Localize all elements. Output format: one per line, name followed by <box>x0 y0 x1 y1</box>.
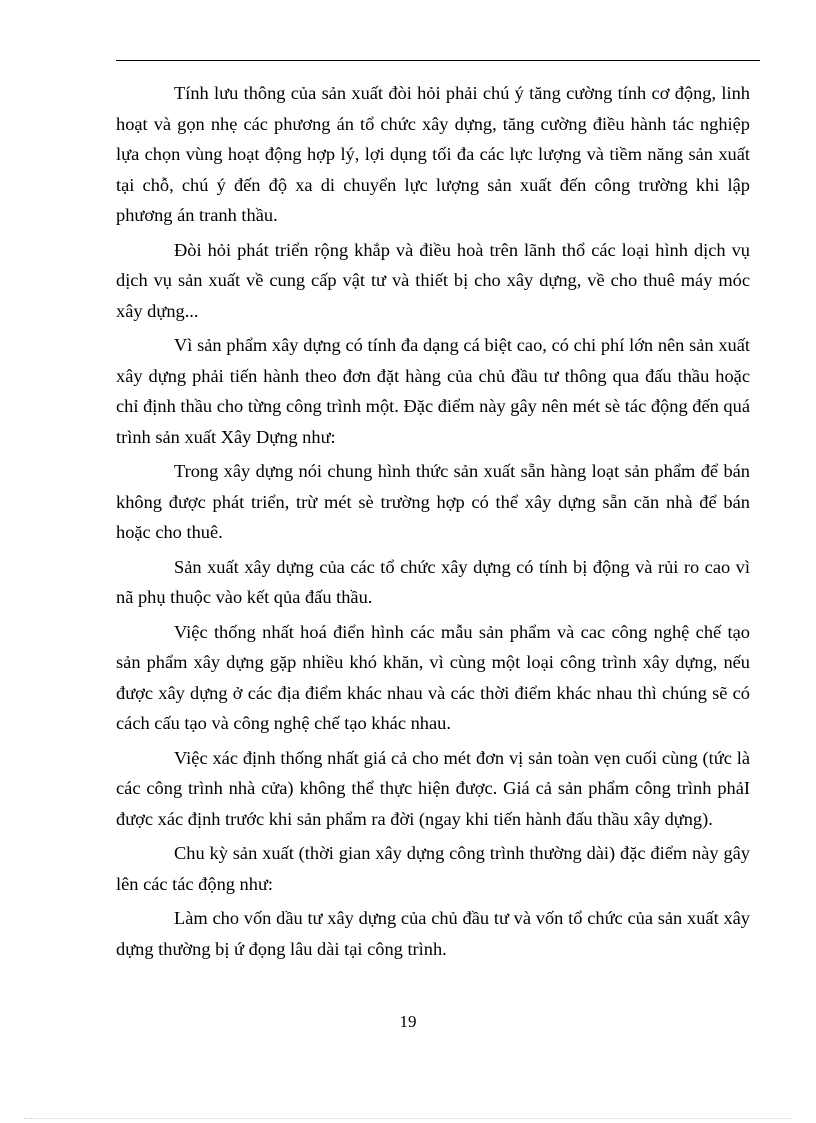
page-bottom-border <box>24 1118 792 1119</box>
paragraph: Sản xuất xây dựng của các tổ chức xây dựng có tính bị động và rủi ro cao vì nã phụ thuộc vào kết qủa đấu thầu. <box>116 556 750 607</box>
paragraph: Vì sản phẩm xây dựng có tính đa dạng cá biệt cao, có chi phí lớn nên sản xuất xây dựng phải tiến hành theo đơn đặt hàng của chủ đầu tư thông qua đấu thầu hoặc chỉ định thầu cho từng công trình một. Đặc điểm này gây nên mét sè tác động đến quá trình sản xuất Xây Dựng như: <box>116 335 750 447</box>
paragraph: Chu kỳ sản xuất (thời gian xây dựng công trình thường dài) đặc điểm này gây lên các tác động như: <box>116 843 750 894</box>
paragraph: Trong xây dựng nói chung hình thức sản xuất sẵn hàng loạt sản phẩm để bán không được phát triển, trừ mét sè trường hợp có thể xây dựng sẵn căn nhà để bán hoặc cho thuê. <box>116 461 750 542</box>
paragraph: Đòi hỏi phát triển rộng khắp và điều hoà trên lãnh thổ các loại hình dịch vụ dịch vụ sản xuất về cung cấp vật tư và thiết bị cho xây dựng, về cho thuê máy móc xây dựng... <box>116 239 750 321</box>
page-body <box>116 78 750 968</box>
paragraph: Việc thống nhất hoá điển hình các mẫu sản phẩm và cac công nghệ chế tạo sản phẩm xây dựng gặp nhiều khó khăn, vì cùng một loại công trình xây dựng, nếu được xây dựng ở các địa điểm khác nhau và các thời điểm khác nhau thì chúng sẽ có cách cấu tạo và công nghệ chế tạo khác nhau. <box>116 621 750 733</box>
paragraph: Tính lưu thông của sản xuất đòi hỏi phải chú ý tăng cường tính cơ động, linh hoạt và gọn nhẹ các phương án tổ chức xây dựng, tăng cường điều hành tác nghiệp lựa chọn vùng hoạt động hợp lý, lợi dụng tối đa các lực lượng và tiềm năng sản xuất tại chỗ, chú ý đến độ xa di chuyển lực lượng sản xuất đến công trường khi lập phương án tranh thầu. <box>116 83 750 225</box>
paragraph: Làm cho vốn dầu tư xây dựng của chủ đầu tư và vốn tổ chức của sản xuất xây dựng thường bị ứ đọng lâu dài tại công trình. <box>116 908 750 959</box>
page-number: 19 <box>399 1012 417 1031</box>
header-rule <box>116 60 760 61</box>
paragraph: Việc xác định thống nhất giá cả cho mét đơn vị sản toàn vẹn cuối cùng (tức là các công trình nhà cửa) không thể thực hiện được. Giá cả sản phẩm công trình phảI được xác định trước khi sản phẩm ra đời (ngay khi tiến hành đấu thầu xây dựng). <box>116 747 750 829</box>
